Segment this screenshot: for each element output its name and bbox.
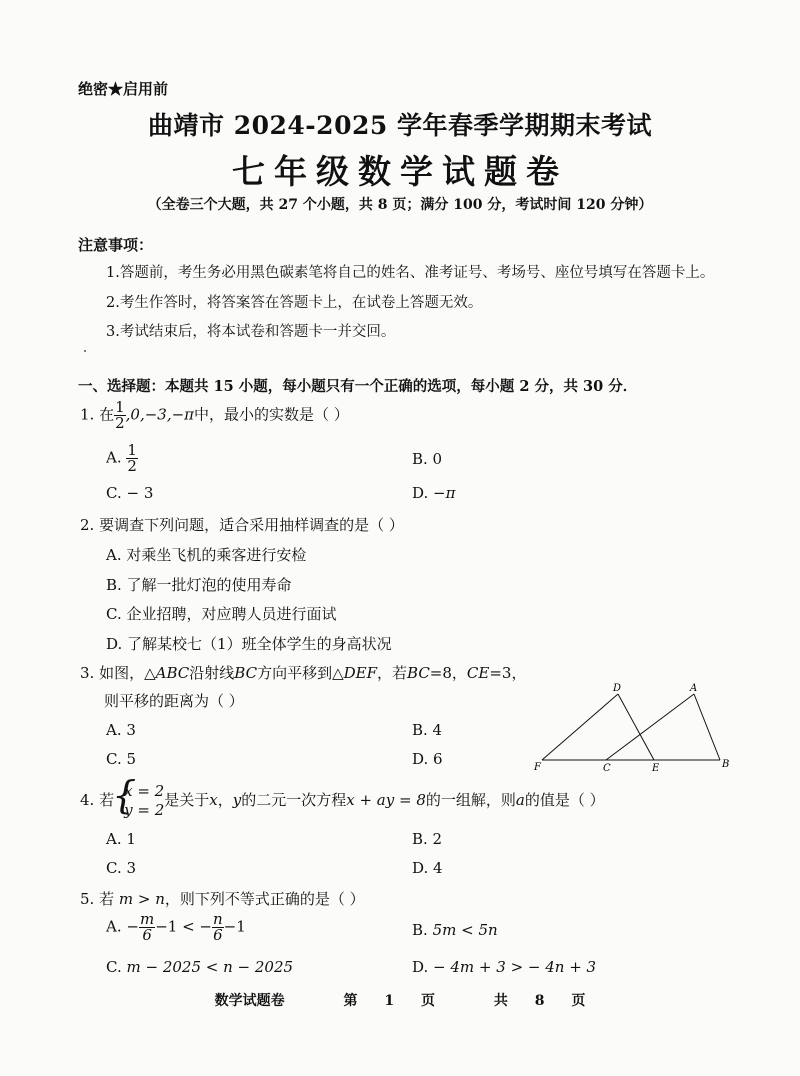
- segment-de: [618, 694, 654, 760]
- q5-option-d: [412, 958, 596, 976]
- label-d: D: [613, 683, 622, 694]
- question-3-stem: [80, 662, 526, 683]
- q5-a-frac1: [139, 912, 155, 943]
- exam-title: 曲靖市 2024-2025 学年春季学期期末考试: [148, 111, 652, 140]
- q1-d-value: −π: [433, 484, 456, 502]
- q5-option-b: [412, 921, 498, 939]
- q4-mid: 是关于: [164, 790, 210, 809]
- q1-number: 1.: [80, 405, 95, 424]
- q1-option-a: [106, 443, 138, 474]
- q1-list: ,0,−3,−π: [125, 405, 195, 424]
- q3-abc: ABC: [155, 664, 190, 682]
- q4-post: 的值是（ ）: [524, 790, 605, 809]
- q5-a-frac1-den: 6: [142, 926, 152, 944]
- q3-ce: CE: [466, 664, 490, 682]
- q3-s5: =8，: [429, 664, 467, 682]
- q5-a-mid: −1 < −: [155, 917, 212, 936]
- q4-mid3: 的一组解，则: [425, 790, 516, 809]
- q1-frac-den: 2: [115, 414, 125, 432]
- footer-paper-name: 数学试题卷: [214, 993, 285, 1009]
- q5-d-value: − 4m + 3 > − 4n + 3: [433, 958, 597, 976]
- q3-option-d: D. 6: [412, 750, 443, 768]
- q3-def: DEF: [343, 664, 377, 682]
- label-e: E: [652, 763, 660, 773]
- q1-a-num: 1: [127, 441, 137, 459]
- q4-option-a: A. 1: [106, 830, 136, 848]
- q5-d-label: D.: [412, 958, 429, 976]
- translation-figure: [530, 678, 750, 773]
- q1-a-den: 2: [127, 457, 137, 475]
- q4-mid2: 的二元一次方程: [241, 790, 347, 809]
- q1-d-label: D.: [412, 484, 429, 502]
- paper-title: 七年级数学试题卷: [232, 152, 568, 191]
- q5-b-value: 5m < 5n: [432, 921, 498, 939]
- q5-condition: m > n: [118, 890, 165, 908]
- q1-frac-num: 1: [115, 398, 125, 416]
- q2-option-a: A. 对乘坐飞机的乘客进行安检: [106, 546, 307, 564]
- segment-fd: [542, 694, 618, 760]
- q5-c-label: C.: [106, 958, 122, 976]
- q1-option-d: [412, 484, 455, 502]
- q5-pre: 若: [99, 890, 115, 908]
- label-c: C: [603, 763, 611, 773]
- page-footer: [0, 990, 800, 1010]
- q1-post: 中，最小的实数是（ ）: [194, 405, 349, 424]
- q1-fraction: [114, 400, 126, 431]
- q5-b-label: B.: [412, 921, 428, 939]
- q4-y: y: [232, 790, 242, 809]
- confidential-mark: 绝密★启用前: [78, 80, 169, 98]
- q3-s4: ，若: [377, 664, 408, 682]
- q2-option-b: B. 了解一批灯泡的使用寿命: [106, 576, 292, 594]
- q5-number: 5.: [80, 890, 95, 908]
- q2-option-c: C. 企业招聘，对应聘人员进行面试: [106, 605, 337, 623]
- q3-s3: 方向平移到△: [257, 664, 344, 682]
- q5-a-frac2-den: 6: [213, 926, 223, 944]
- q4-x: x: [209, 790, 218, 809]
- q5-a-frac2-num: n: [213, 910, 223, 928]
- q3-option-a: A. 3: [106, 721, 136, 739]
- q2-option-d: D. 了解某校七（1）班全体学生的身高状况: [106, 635, 392, 653]
- question-1-stem: [80, 400, 349, 431]
- note-item-2: 2.考生作答时，将答案答在答题卡上，在试卷上答题无效。: [106, 295, 483, 311]
- q1-a-label: A.: [106, 448, 122, 467]
- label-a: A: [690, 683, 698, 694]
- q3-s2: 沿射线: [189, 664, 235, 682]
- q5-a-frac2: [212, 912, 224, 943]
- exam-info: （全卷三个大题，共 27 个小题，共 8 页；满分 100 分，考试时间 120 分钟）: [147, 197, 653, 213]
- footer-page-number: 第 1 页: [343, 993, 435, 1009]
- q4-option-d: D. 4: [412, 859, 443, 877]
- note-item-3: 3.考试结束后，将本试卷和答题卡一并交回。: [106, 324, 396, 340]
- question-4-stem: [80, 782, 605, 820]
- q3-line2: 则平移的距离为（ ）: [104, 692, 244, 710]
- scan-speck: [84, 350, 86, 352]
- q1-option-c: C. − 3: [106, 484, 154, 502]
- footer-total-pages: 共 8 页: [493, 993, 586, 1009]
- label-b: B: [722, 759, 730, 770]
- q4-option-b: B. 2: [412, 830, 443, 848]
- q1-a-fraction: [126, 443, 138, 474]
- q4-comma: ，: [217, 790, 233, 809]
- q4-pre: 若: [99, 790, 115, 809]
- section-1-heading: 一、选择题：本题共 15 小题，每小题只有一个正确的选项，每小题 2 分，共 30 分．: [78, 378, 638, 395]
- q4-system: [114, 782, 164, 820]
- q5-option-a: A. − $\frac{m}{6}$ −1 < − $\frac{n}{6}$ −1: [106, 910, 246, 944]
- q3-option-c: C. 5: [106, 750, 137, 768]
- question-5-stem: [80, 888, 365, 909]
- q1-pre: 在: [99, 405, 115, 424]
- q3-number: 3.: [80, 664, 95, 682]
- q5-a-frac1-num: m: [139, 910, 155, 928]
- q3-bc: BC: [234, 664, 258, 682]
- note-item-1: 1.答题前，考生务必用黑色碳素笔将自己的姓名、准考证号、考场号、座位号填写在答题卡上。: [106, 265, 715, 281]
- q5-c-value: m − 2025 < n − 2025: [126, 958, 294, 976]
- q4-option-c: C. 3: [106, 859, 137, 877]
- notes-heading: 注意事项：: [78, 236, 154, 254]
- q3-option-b: B. 4: [412, 721, 443, 739]
- q3-s6: =3，: [489, 664, 527, 682]
- q1-option-b: B. 0: [412, 450, 443, 468]
- q5-option-c: [106, 958, 293, 976]
- q3-bc2: BC: [407, 664, 430, 682]
- segment-ab: [694, 694, 720, 760]
- q4-eq1: { x = 2: [124, 782, 165, 800]
- q4-eq2: y = 2: [124, 800, 165, 819]
- q4-equation: x + ay = 8: [346, 790, 426, 809]
- q5-a-label: A.: [106, 917, 122, 936]
- q4-number: 4.: [80, 790, 95, 809]
- question-2-stem: 2. 要调查下列问题，适合采用抽样调查的是（ ）: [80, 516, 404, 534]
- q5-post: ，则下列不等式正确的是（ ）: [164, 890, 365, 908]
- segment-ca: [606, 694, 694, 760]
- q4-a: a: [515, 790, 525, 809]
- label-f: F: [534, 762, 541, 773]
- q3-s1: 如图，△: [99, 664, 156, 682]
- q5-a-end: −1: [223, 917, 246, 936]
